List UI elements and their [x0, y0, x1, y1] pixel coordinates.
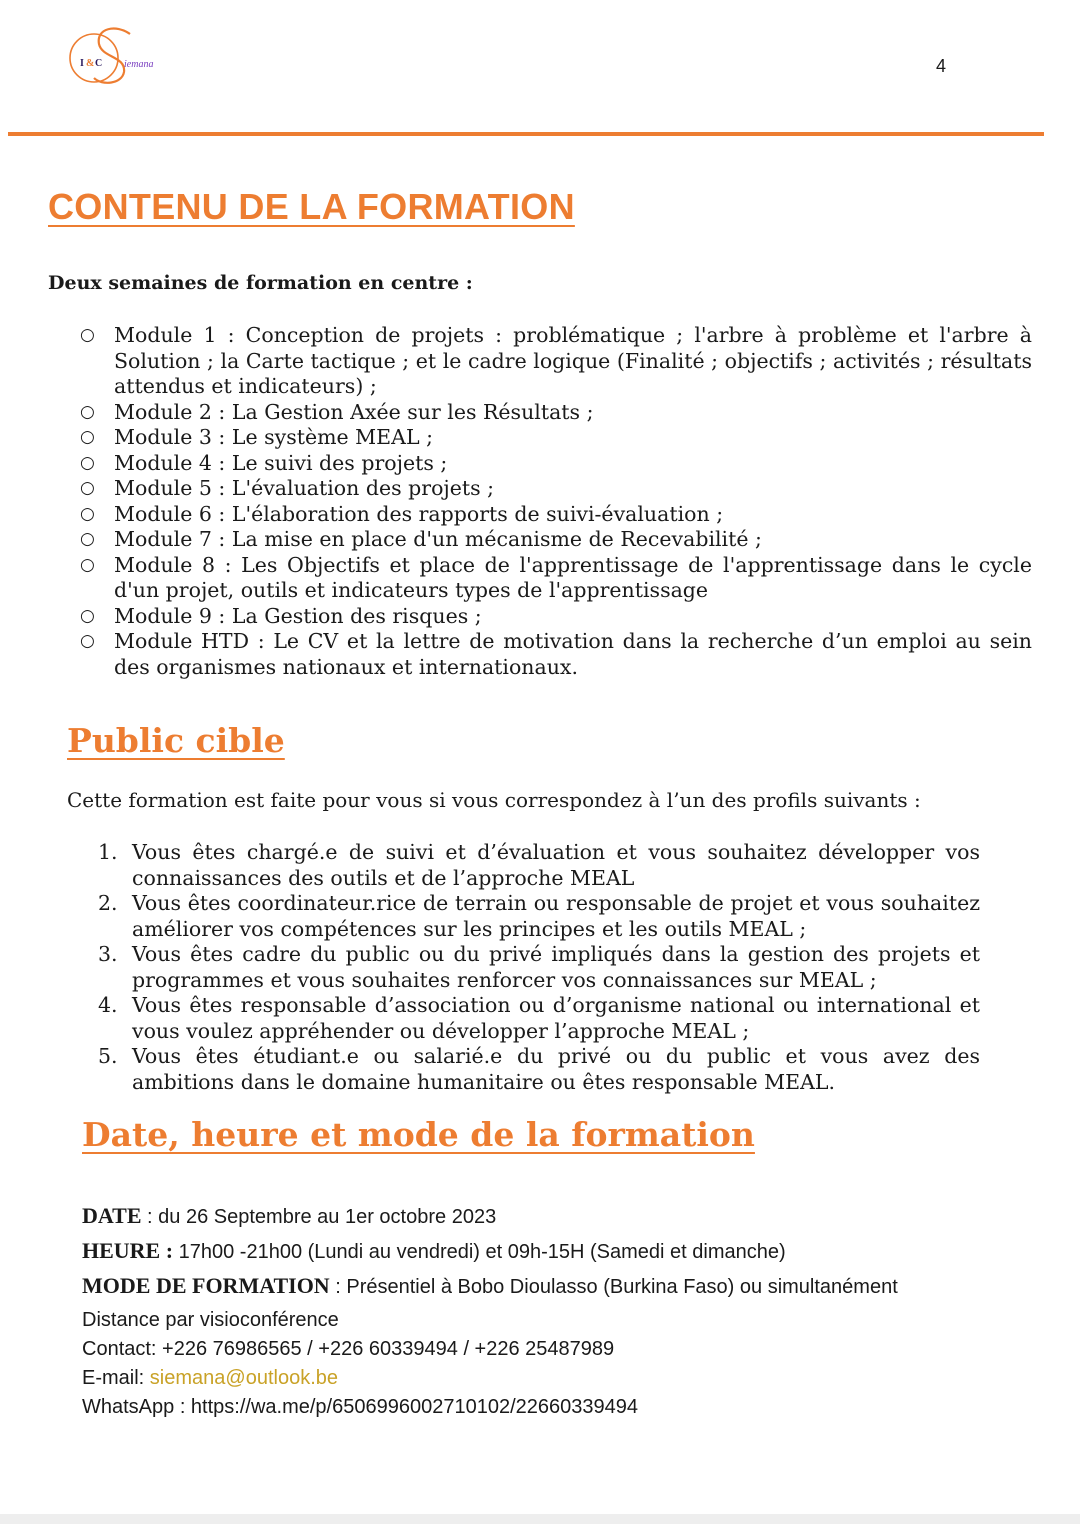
bullet-icon: ○	[80, 503, 95, 524]
time-value: 17h00 -21h00 (Lundi au vendredi) et 09h-15H (Samedi et dimanche)	[173, 1241, 786, 1263]
section-title-public-cible: Public cible	[67, 721, 285, 760]
module-list	[80, 323, 1032, 680]
list-item: ○ Module 9 : La Gestion des risques ;	[80, 603, 482, 628]
date-value: : du 26 Septembre au 1er octobre 2023	[141, 1206, 497, 1228]
profile-list	[98, 840, 980, 1095]
email-link[interactable]: siemana@outlook.be	[149, 1367, 338, 1389]
bullet-icon: ○	[80, 427, 95, 447]
list-item: ○ Module 8 : Les Objectifs et place de l'apprentissage de l'apprentissage dans le cycle d'un projet, outils et indicateurs types de l'apprentissage	[80, 552, 1032, 602]
time-label: HEURE :	[82, 1238, 174, 1263]
section-title-date-heure: Date, heure et mode de la formation	[82, 1115, 755, 1154]
bullet-icon: ○	[80, 631, 95, 651]
list-item: 5. Vous êtes étudiant.e ou salarié.e du privé ou du public et vous avez des ambitions dans le domaine humanitaire ou êtes responsable MEAL.	[98, 1044, 980, 1094]
list-item: ○ Module 7 : La mise en place d'un mécanisme de Recevabilité ;	[80, 527, 762, 551]
page-bottom-edge	[0, 1514, 1080, 1524]
bullet-icon: ○	[80, 452, 95, 473]
page-number: 4	[936, 56, 947, 76]
list-item: 4. Vous êtes responsable d’association ou d’organisme national ou international et vous voulez appréhender ou développer l’approche MEAL ;	[98, 993, 980, 1043]
email-line	[82, 1364, 1042, 1393]
mode-line	[82, 1271, 1042, 1306]
bullet-icon: ○	[80, 478, 95, 498]
bullet-icon: ○	[80, 325, 95, 345]
info-block	[82, 1201, 1042, 1422]
list-item: ○ Module 3 : Le système MEAL ;	[80, 425, 433, 449]
list-item: ○ Module 6 : L'élaboration des rapports de suivi-évaluation ;	[80, 501, 724, 526]
svg-text:iemana: iemana	[124, 59, 154, 70]
date-label: DATE	[82, 1203, 142, 1228]
contact-line: Contact: +226 76986565 / +226 60339494 / +226 25487989	[82, 1338, 615, 1360]
mode-label: MODE DE FORMATION	[82, 1273, 330, 1298]
bullet-icon: ○	[80, 529, 95, 549]
svg-text:&: &	[86, 58, 95, 69]
list-item: 2. Vous êtes coordinateur.rice de terrain ou responsable de projet et vous souhaitez améliorer vos compétences sur les principes et les outils MEAL ;	[98, 891, 980, 941]
svg-text:I: I	[80, 58, 84, 69]
section-lead: Deux semaines de formation en centre :	[48, 272, 473, 294]
mode-line-2: Distance par visioconférence	[82, 1309, 339, 1331]
bullet-icon: ○	[80, 401, 95, 422]
list-item: 3. Vous êtes cadre du public ou du privé impliqués dans la gestion des projets et programmes et vous souhaites renforcer vos connaissances sur MEAL ;	[98, 942, 980, 992]
section-title-contenu: CONTENU DE LA FORMATION	[48, 186, 575, 227]
svg-text:C: C	[95, 58, 103, 69]
time-line	[82, 1236, 1042, 1271]
list-item: ○ Module 4 : Le suivi des projets ;	[80, 450, 448, 475]
email-label: E-mail:	[82, 1367, 150, 1389]
whatsapp-line[interactable]: WhatsApp : https://wa.me/p/6506996002710102/22660339494	[82, 1396, 638, 1418]
header-divider	[8, 132, 1044, 136]
bullet-icon: ○	[80, 605, 95, 626]
list-item: ○ Module 2 : La Gestion Axée sur les Résultats ;	[80, 399, 594, 424]
list-item: 1. Vous êtes chargé.e de suivi et d’évaluation et vous souhaitez développer vos connaissances des outils et de l’approche MEAL	[98, 840, 980, 890]
siemana-logo	[66, 24, 176, 88]
bullet-icon: ○	[80, 554, 95, 575]
list-item: ○ Module 5 : L'évaluation des projets ;	[80, 476, 495, 500]
mode-value: : Présentiel à Bobo Dioulasso (Burkina Faso) ou simultanément	[329, 1276, 898, 1298]
date-line	[82, 1201, 1042, 1236]
public-intro: Cette formation est faite pour vous si vous correspondez à l’un des profils suivants :	[67, 788, 921, 812]
list-item: ○ Module HTD : Le CV et la lettre de motivation dans la recherche d’un emploi au sein des organismes nationaux et internationaux.	[80, 629, 1032, 679]
list-item: ○ Module 1 : Conception de projets : problématique ; l'arbre à problème et l'arbre à Solution ; la Carte tactique ; et le cadre logique (Finalité ; objectifs ; activités ; résultats attendus et indicateurs) ;	[80, 323, 1032, 398]
